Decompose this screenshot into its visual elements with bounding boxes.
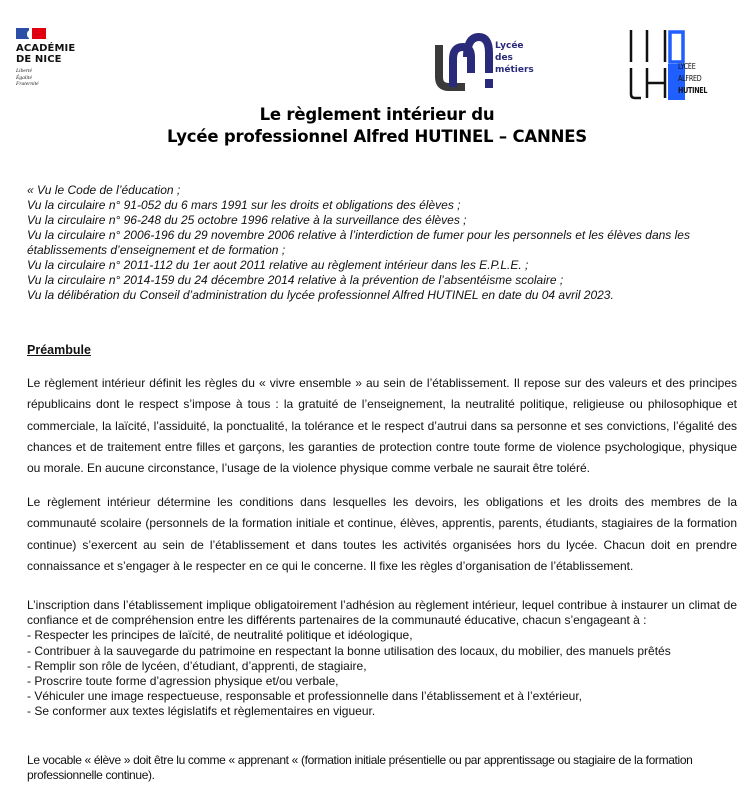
preambule-paragraph-3 (27, 598, 737, 720)
preambule-heading: Préambule (27, 343, 91, 357)
visa-item: Vu la circulaire n° 91-052 du 6 mars 1991 sur les droits et obligations des élèves ; (27, 198, 461, 212)
marianne-flag-icon (16, 28, 46, 39)
engagement-item: - Remplir son rôle de lycéen, d’étudiant, d’apprenti, de stagiaire, (27, 658, 367, 673)
ldm-monogram-icon (435, 33, 495, 93)
lycee-hutinel-logo (625, 28, 725, 104)
engagement-item: - Se conformer aux textes législatifs et règlementaires en vigueur. (27, 704, 376, 719)
engagement-item: - Proscrire toute forme d’agression physique et/ou verbale, (27, 674, 339, 689)
document-title: Le règlement intérieur du Lycée professionnel Alfred HUTINEL – CANNES (167, 105, 587, 146)
lha-monogram-icon (625, 28, 685, 104)
legal-references (27, 183, 739, 303)
visa-item: Vu la circulaire n° 96-248 du 25 octobre 1996 relative à la surveillance des élèves ; (27, 213, 467, 227)
engagement-item: - Respecter les principes de laïcité, de neutralité politique et idéologique, (27, 628, 413, 643)
preambule-paragraph-1: Le règlement intérieur définit les règles du « vivre ensemble » au sein de l’établissement. Il repose sur des valeurs et des principes républicains dont le respect s’impose à tous : la gratuité de l’enseignement, la neutralité politique, religieuse ou philosophique et commerciale, la laïcité, l’assiduité, la ponctualité, la tolérance et le respect d’autrui dans sa personne et ses convictions, l’égalité des chances et de traitement entre filles et garçons, les garanties de protection contre toute forme de violence psychologique, physique ou morale. En aucune circonstance, l’usage de la violence physique comme verbale ne saurait être toléré. (27, 376, 737, 476)
visa-item: Vu la circulaire n° 2014-159 du 24 décembre 2014 relative à la prévention de l’absentéisme scolaire ; (27, 273, 564, 287)
republic-motto: Liberté Égalité Fraternité (16, 68, 39, 87)
engagement-item: - Véhiculer une image respectueuse, responsable et professionnelle dans l’établissement et à l’extérieur, (27, 689, 582, 704)
preambule-paragraph-4: Le vocable « élève » doit être lu comme « apprenant « (formation initiale présentielle ou par apprentissage ou stagiaire de la formation professionnelle continue). (27, 753, 693, 782)
academie-name: ACADÉMIE DE NICE (16, 43, 76, 65)
engagement-item: - Contribuer à la sauvegarde du patrimoine en respectant la bonne utilisation des locaux, du mobilier, des manuels prêtés (27, 643, 671, 658)
ldm-text: Lycée des métiers (495, 41, 534, 75)
visa-item: Vu la délibération du Conseil d’administration du lycée professionnel Alfred HUTINEL en date du 04 avril 2023. (27, 288, 614, 302)
visa-item: Vu la circulaire n° 2011-112 du 1er aout 2011 relative au règlement intérieur dans les E.P.L.E. ; (27, 258, 529, 272)
hutinel-text: LYCÉE ALFRED HUTINEL (678, 62, 708, 95)
lycee-des-metiers-logo (435, 33, 545, 93)
visa-item: « Vu le Code de l’éducation ; (27, 183, 181, 197)
academie-de-nice-logo (16, 28, 86, 88)
visa-item: Vu la circulaire n° 2006-196 du 29 novembre 2006 relative à l’interdiction de fumer pour les personnels et les élèves dans les établissements d’enseignement et de formation ; (27, 228, 690, 257)
engagement-intro: L’inscription dans l’établissement implique obligatoirement l’adhésion au règlement intérieur, lequel contribue à instaurer un climat de confiance et de compréhension entre les différents partenaires de la communauté éducative, chacun s’engageant à : (27, 598, 737, 628)
preambule-paragraph-2: Le règlement intérieur détermine les conditions dans lesquelles les devoirs, les obligations et les droits des membres de la communauté scolaire (personnels de la formation initiale et continue, élèves, apprentis, parents, étudiants, stagiaires de la formation continue) s’exercent au sein de l’établissement et dans toutes les activités organisées hors du lycée. Chacun doit en prendre connaissance et s’engager à le respecter en ce qui le concerne. Il fixe les règles d’organisation de l’établissement. (27, 495, 737, 573)
